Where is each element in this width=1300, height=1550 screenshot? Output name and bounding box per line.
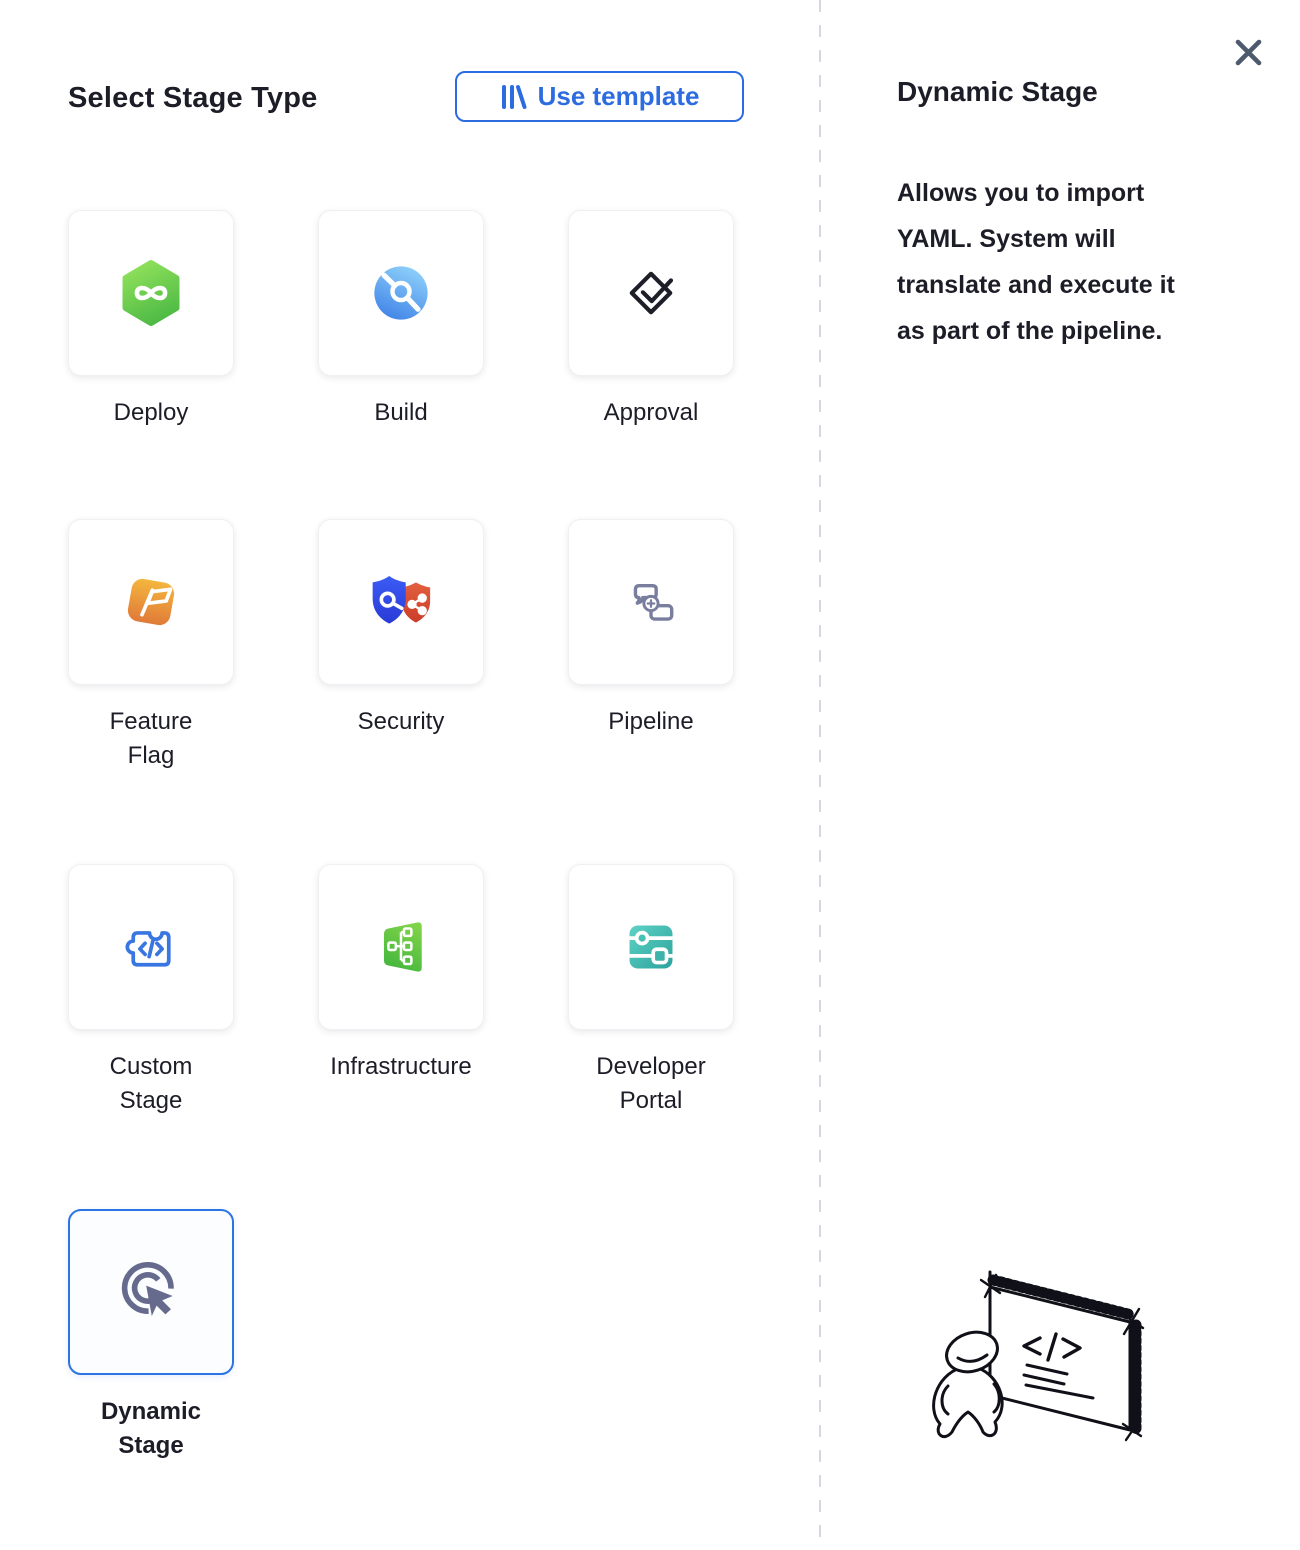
stage-card[interactable] — [318, 210, 484, 376]
stage-label: Custom Stage — [109, 1053, 193, 1114]
stage-card-infrastructure[interactable] — [318, 864, 484, 1084]
dynamic-stage-icon — [111, 1252, 191, 1332]
developer-portal-icon — [614, 910, 688, 984]
stage-card[interactable] — [68, 864, 234, 1030]
presenter-illustration — [900, 1240, 1200, 1480]
stage-label: Developer Portal — [596, 1053, 706, 1114]
stage-label: Feature Flag — [109, 708, 193, 769]
stage-card[interactable] — [68, 519, 234, 685]
stage-card-custom-stage[interactable] — [68, 864, 234, 1118]
stage-label: Deploy — [113, 399, 189, 426]
close-icon — [1228, 32, 1272, 72]
stage-label: Dynamic Stage — [100, 1398, 202, 1459]
stage-label: Security — [357, 708, 445, 735]
approval-icon — [614, 256, 688, 330]
stage-card-pipeline[interactable] — [568, 519, 734, 739]
stage-label: Pipeline — [608, 708, 694, 735]
stage-label: Build — [374, 399, 428, 426]
stage-label: Approval — [603, 399, 699, 426]
details-title: Dynamic Stage — [897, 76, 1098, 107]
custom-stage-icon — [114, 910, 188, 984]
use-template-label: Use template — [537, 81, 700, 111]
stage-card[interactable] — [318, 864, 484, 1030]
stage-card-security[interactable] — [318, 519, 484, 739]
pipeline-icon — [614, 565, 688, 639]
stage-card-deploy[interactable] — [68, 210, 234, 430]
stage-card[interactable] — [568, 519, 734, 685]
stage-label: Infrastructure — [330, 1053, 472, 1080]
security-icon — [361, 565, 441, 639]
stage-card-approval[interactable] — [568, 210, 734, 430]
stage-card-build[interactable] — [318, 210, 484, 430]
use-template-button[interactable] — [455, 71, 744, 122]
stage-card-dynamic-stage[interactable] — [68, 1209, 234, 1463]
deploy-icon — [114, 256, 188, 330]
stage-card[interactable] — [68, 1209, 234, 1375]
stage-card-feature-flag[interactable] — [68, 519, 234, 773]
stage-card[interactable] — [568, 864, 734, 1030]
build-icon — [364, 256, 438, 330]
close-button[interactable] — [1228, 30, 1272, 74]
page-title: Select Stage Type — [68, 82, 318, 114]
infrastructure-icon — [364, 910, 438, 984]
details-description: Allows you to import YAML. System will translate and execute it as part of the pipeline. — [897, 179, 1175, 345]
stage-card[interactable] — [568, 210, 734, 376]
template-library-icon — [500, 83, 527, 111]
panel-divider — [819, 0, 821, 1550]
stage-card[interactable] — [318, 519, 484, 685]
feature-flag-icon — [114, 565, 188, 639]
stage-card[interactable] — [68, 210, 234, 376]
stage-card-developer-portal[interactable] — [568, 864, 734, 1118]
